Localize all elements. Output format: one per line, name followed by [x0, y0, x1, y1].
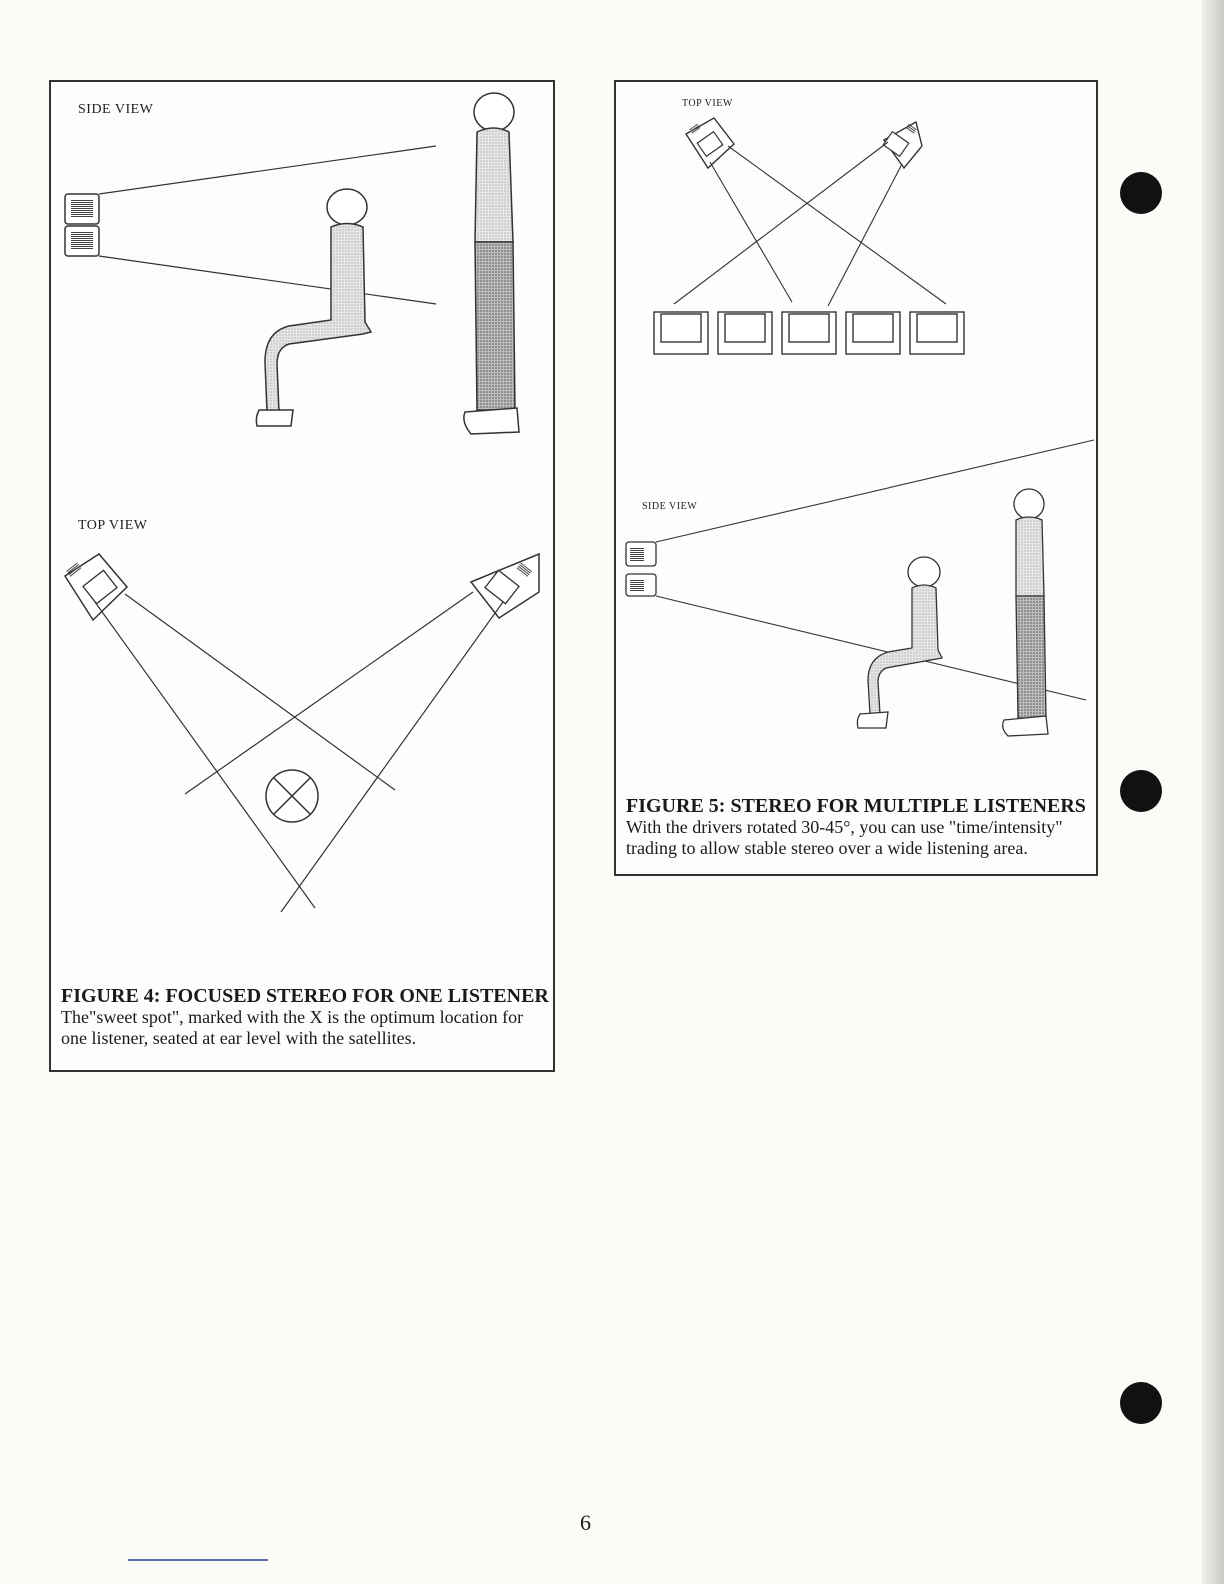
- figure-5: [614, 80, 1098, 876]
- standing-listener: [464, 93, 519, 434]
- side-view-speakers: [65, 194, 99, 256]
- figure-4-caption-title: FIGURE 4: FOCUSED STEREO FOR ONE LISTENER: [61, 985, 549, 1007]
- figure-4-caption-text: The"sweet spot", marked with the X is the optimum location for one listener, seated at ear level with the satellites.: [61, 1007, 524, 1048]
- chair: [782, 312, 836, 354]
- page-edge: [1202, 0, 1224, 1584]
- figure-5-top-right-speaker: [883, 122, 922, 168]
- figure-4-top-view-label: TOP VIEW: [78, 518, 148, 533]
- binder-hole-middle: [1120, 770, 1162, 812]
- chair: [718, 312, 772, 354]
- top-view-dispersion-lines: [95, 592, 503, 912]
- page-number: 6: [580, 1510, 591, 1535]
- footer-rule: [128, 1559, 268, 1561]
- binder-hole-bottom: [1120, 1382, 1162, 1424]
- top-view-left-speaker: [65, 554, 127, 620]
- figure-5-chairs: [654, 312, 964, 354]
- chair: [654, 312, 708, 354]
- figure-5-top-left-speaker: [686, 118, 734, 168]
- figure-5-side-view-label: SIDE VIEW: [642, 501, 698, 512]
- side-view-lower-line: [99, 256, 436, 304]
- top-view-right-speaker: [471, 554, 539, 618]
- binder-hole-top: [1120, 172, 1162, 214]
- figure-5-side-view-speakers: [626, 542, 656, 596]
- seated-listener: [256, 189, 371, 426]
- figure-5-caption-text: With the drivers rotated 30-45°, you can use "time/intensity" trading to allow stable stereo over a wide listening area.: [626, 817, 1063, 858]
- figure-4-side-view-label: SIDE VIEW: [78, 102, 154, 117]
- chair: [846, 312, 900, 354]
- figure-4: [49, 80, 555, 1072]
- figure-5-caption: [626, 796, 1088, 859]
- figure-5-caption-title: FIGURE 5: STEREO FOR MULTIPLE LISTENERS: [626, 795, 1086, 817]
- chair: [910, 312, 964, 354]
- sweet-spot-marker: [266, 770, 318, 822]
- figure-4-caption: [61, 985, 549, 1049]
- side-view-upper-line: [99, 146, 436, 194]
- figure-5-illustration: [616, 82, 1096, 874]
- figure-5-top-view-label: TOP VIEW: [682, 98, 733, 109]
- figure-5-seated-listener: [857, 557, 942, 728]
- figure-5-standing-listener: [1003, 489, 1048, 736]
- figure-4-illustration: [51, 82, 553, 1070]
